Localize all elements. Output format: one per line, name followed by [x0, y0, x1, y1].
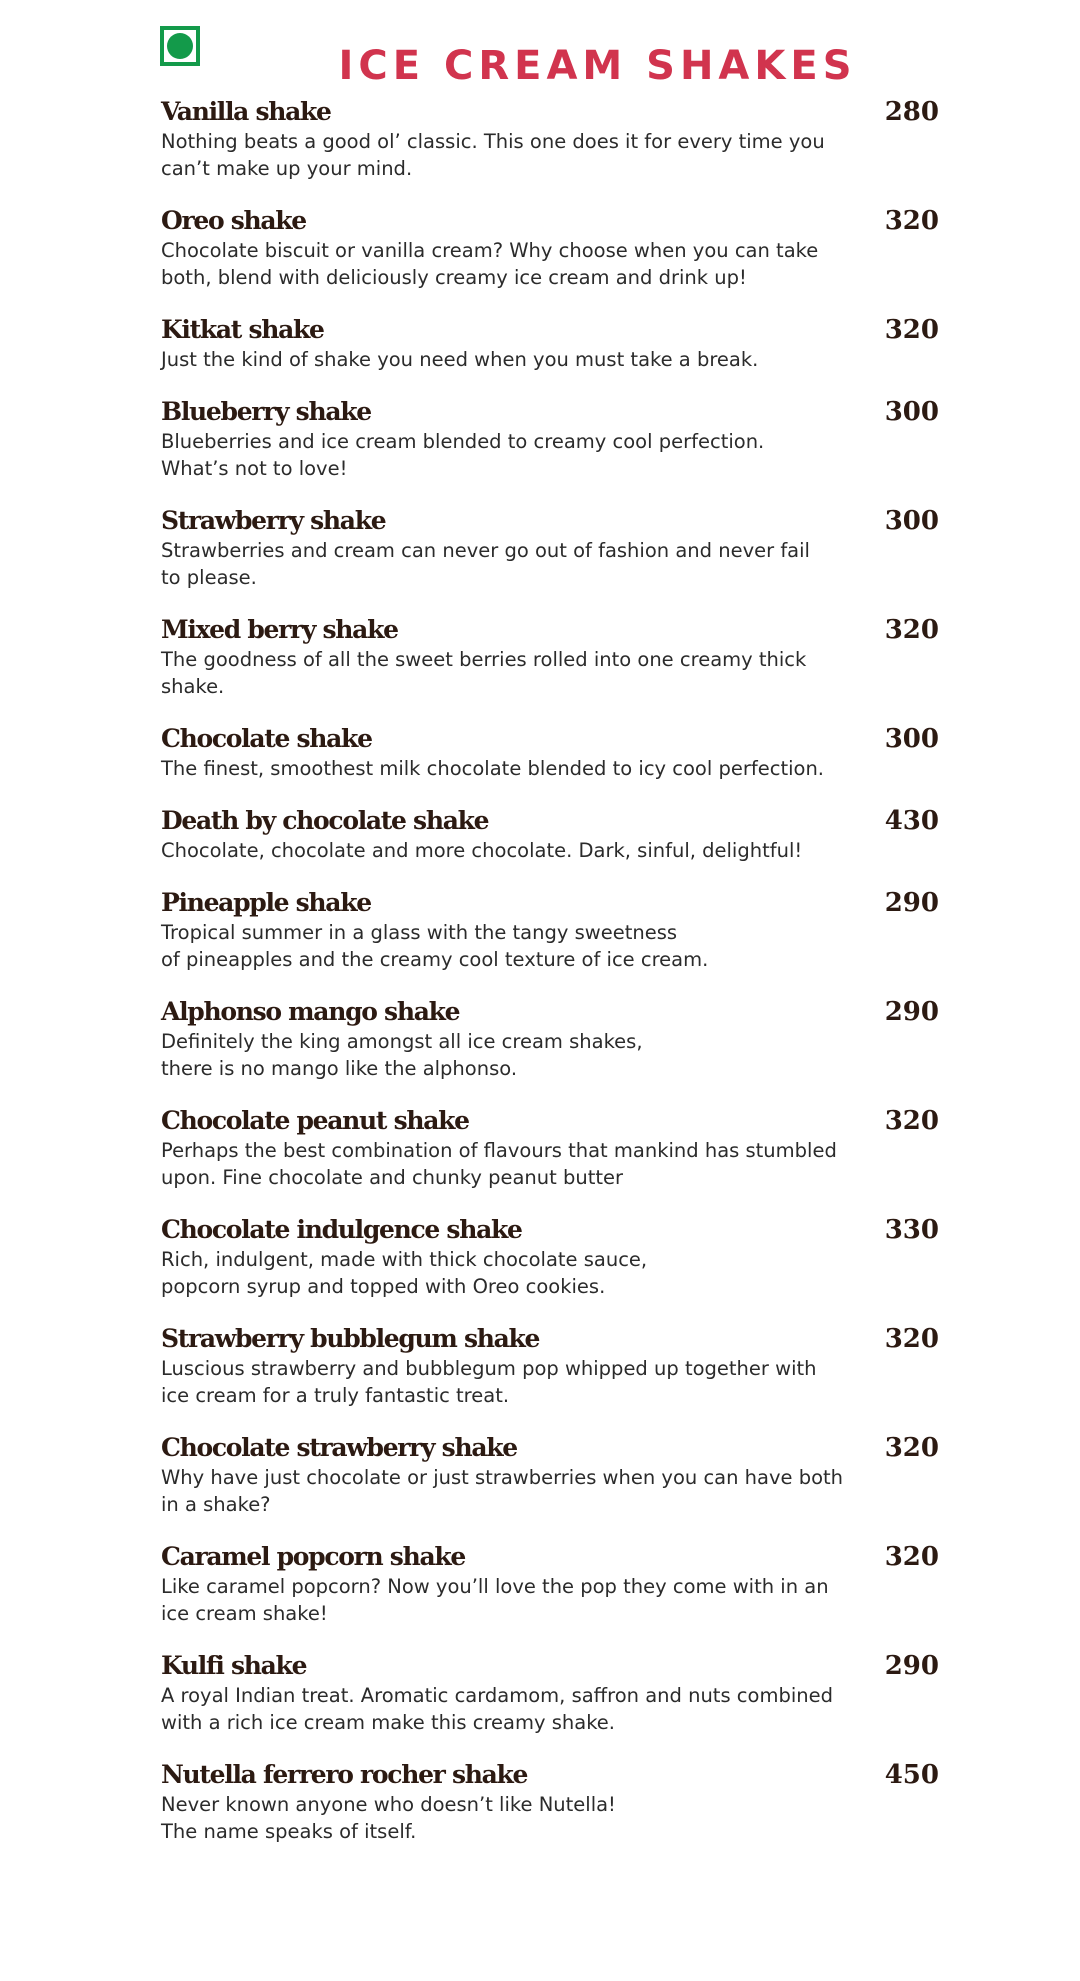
menu-item [161, 615, 939, 700]
item-name: Blueberry shake [161, 397, 371, 426]
item-name: Oreo shake [161, 206, 306, 235]
item-price: 330 [884, 1215, 939, 1245]
item-price: 320 [884, 1542, 939, 1572]
menu-item [161, 806, 939, 864]
item-price: 280 [884, 97, 939, 127]
menu-item [161, 1433, 939, 1518]
menu-item [161, 1651, 939, 1736]
item-name: Vanilla shake [161, 97, 331, 126]
item-description: Tropical summer in a glass with the tangy sweetness of pineapples and the creamy cool texture of ice cream. [161, 921, 709, 971]
menu-item [161, 506, 939, 591]
item-price: 320 [884, 206, 939, 236]
item-description: The goodness of all the sweet berries rolled into one creamy thick shake. [161, 648, 807, 698]
item-name: Pineapple shake [161, 888, 371, 917]
menu-item [161, 1106, 939, 1191]
item-price: 320 [884, 1433, 939, 1463]
item-description: Luscious strawberry and bubblegum pop whipped up together with ice cream for a truly fantastic treat. [161, 1357, 817, 1407]
item-price: 290 [884, 888, 939, 918]
item-name: Alphonso mango shake [161, 997, 460, 1026]
item-description: Perhaps the best combination of flavours that mankind has stumbled upon. Fine chocolate and chunky peanut butter [161, 1139, 837, 1189]
item-description: Chocolate biscuit or vanilla cream? Why choose when you can take both, blend with deliciously creamy ice cream and drink up! [161, 239, 819, 289]
item-name: Chocolate peanut shake [161, 1106, 469, 1135]
item-name: Strawberry shake [161, 506, 386, 535]
item-description: Why have just chocolate or just strawberries when you can have both in a shake? [161, 1466, 844, 1516]
menu-item [161, 97, 939, 182]
item-price: 300 [884, 506, 939, 536]
item-name: Nutella ferrero rocher shake [161, 1760, 528, 1789]
item-name: Kulfi shake [161, 1651, 307, 1680]
item-price: 320 [884, 615, 939, 645]
item-price: 300 [884, 397, 939, 427]
menu-item [161, 1542, 939, 1627]
item-description: The finest, smoothest milk chocolate blended to icy cool perfection. [161, 757, 824, 780]
item-name: Chocolate indulgence shake [161, 1215, 522, 1244]
menu-title: ICE CREAM SHAKES [338, 43, 857, 89]
item-name: Kitkat shake [161, 315, 324, 344]
item-price: 450 [884, 1760, 939, 1790]
item-price: 430 [884, 806, 939, 836]
menu-item [161, 315, 939, 373]
item-description: Like caramel popcorn? Now you’ll love the pop they come with in an ice cream shake! [161, 1575, 829, 1625]
item-price: 300 [884, 724, 939, 754]
item-name: Mixed berry shake [161, 615, 398, 644]
item-description: Chocolate, chocolate and more chocolate. Dark, sinful, delightful! [161, 839, 803, 862]
item-price: 320 [884, 315, 939, 345]
item-description: Just the kind of shake you need when you must take a break. [161, 348, 759, 371]
item-price: 290 [884, 997, 939, 1027]
menu-item [161, 1760, 939, 1845]
item-price: 320 [884, 1324, 939, 1354]
menu-item [161, 888, 939, 973]
item-description: Blueberries and ice cream blended to creamy cool perfection. What’s not to love! [161, 430, 765, 480]
item-name: Caramel popcorn shake [161, 1542, 465, 1571]
menu-item [161, 1324, 939, 1409]
item-description: A royal Indian treat. Aromatic cardamom, saffron and nuts combined with a rich ice cream make this creamy shake. [161, 1684, 833, 1734]
item-price: 290 [884, 1651, 939, 1681]
item-price: 320 [884, 1106, 939, 1136]
item-description: Never known anyone who doesn’t like Nutella! The name speaks of itself. [161, 1793, 616, 1843]
menu-item [161, 1215, 939, 1300]
item-name: Chocolate strawberry shake [161, 1433, 517, 1462]
item-description: Rich, indulgent, made with thick chocolate sauce, popcorn syrup and topped with Oreo cookies. [161, 1248, 648, 1298]
item-name: Strawberry bubblegum shake [161, 1324, 540, 1353]
menu-item [161, 724, 939, 782]
menu-item [161, 206, 939, 291]
item-description: Strawberries and cream can never go out of fashion and never fail to please. [161, 539, 810, 589]
item-name: Chocolate shake [161, 724, 372, 753]
item-description: Nothing beats a good ol’ classic. This one does it for every time you can’t make up your mind. [161, 130, 825, 180]
item-name: Death by chocolate shake [161, 806, 489, 835]
menu-item [161, 997, 939, 1082]
menu-item [161, 397, 939, 482]
item-description: Definitely the king amongst all ice cream shakes, there is no mango like the alphonso. [161, 1030, 643, 1080]
